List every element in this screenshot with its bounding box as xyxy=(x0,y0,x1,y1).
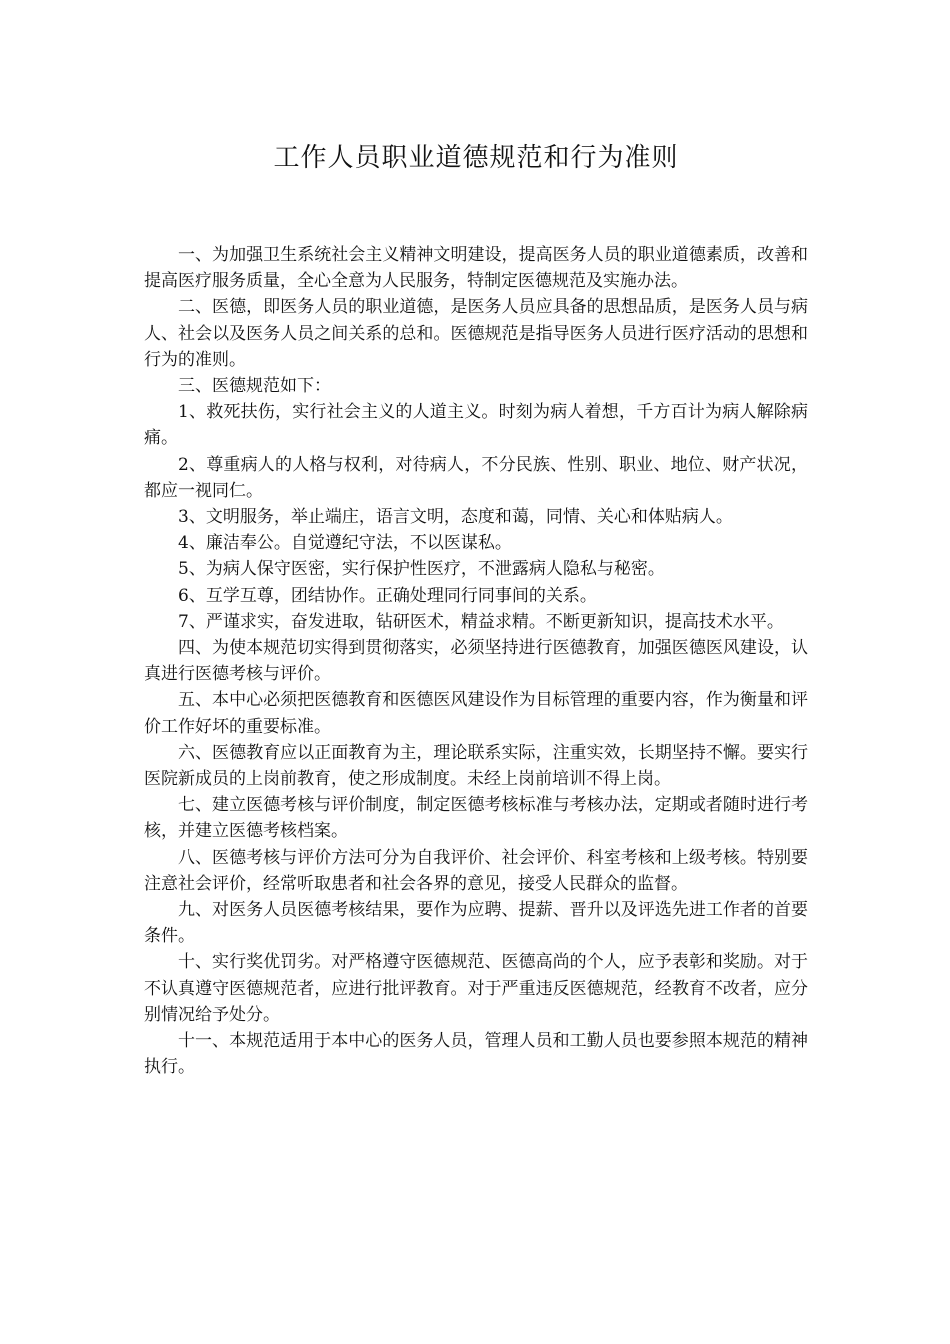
paragraph-4: 四、为使本规范切实得到贯彻落实，必须坚持进行医德教育，加强医德医风建设，认真进行医德考核与评价。 xyxy=(144,638,808,685)
paragraph-6: 六、医德教育应以正面教育为主，理论联系实际，注重实效，长期坚持不懈。要实行医院新成员的上岗前教育，使之形成制度。未经上岗前培训不得上岗。 xyxy=(144,742,808,790)
rule-item-2: 2、尊重病人的人格与权利，对待病人，不分民族、性别、职业、地位、财产状况，都应一视同仁。 xyxy=(144,454,808,501)
paragraph-2: 二、医德，即医务人员的职业道德，是医务人员应具备的思想品质，是医务人员与病人、社会以及医务人员之间关系的总和。医德规范是指导医务人员进行医疗活动的思想和行为的准则。 xyxy=(144,297,808,370)
paragraph-10: 十、实行奖优罚劣。对严格遵守医德规范、医德高尚的个人，应予表彰和奖励。对于不认真遵守医德规范者，应进行批评教育。对于严重违反医德规范，经教育不改者，应分别情况给予处分。 xyxy=(144,952,808,1025)
rule-item-3: 3、文明服务，举止端庄，语言文明，态度和蔼，同情、关心和体贴病人。 xyxy=(178,507,733,528)
rule-item-4: 4、廉洁奉公。自觉遵纪守法，不以医谋私。 xyxy=(178,533,512,554)
rule-item-7: 7、严谨求实，奋发进取，钻研医术，精益求精。不断更新知识，提高技术水平。 xyxy=(178,611,784,632)
paragraph-11: 十一、本规范适用于本中心的医务人员，管理人员和工勤人员也要参照本规范的精神执行。 xyxy=(144,1031,808,1078)
paragraph-7: 七、建立医德考核与评价制度，制定医德考核标准与考核办法，定期或者随时进行考核，并建立医德考核档案。 xyxy=(144,795,808,842)
document-title: 工作人员职业道德规范和行为准则 xyxy=(273,143,679,173)
paragraph-9: 九、对医务人员医德考核结果，要作为应聘、提薪、晋升以及评选先进工作者的首要条件。 xyxy=(144,900,808,947)
paragraph-3: 三、医德规范如下： xyxy=(178,376,331,397)
paragraph-5: 五、本中心必须把医德教育和医德医风建设作为目标管理的重要内容，作为衡量和评价工作好坏的重要标准。 xyxy=(144,690,808,737)
rule-item-6: 6、互学互尊，团结协作。正确处理同行同事间的关系。 xyxy=(178,585,597,606)
document-page xyxy=(144,130,808,1081)
paragraph-1: 一、为加强卫生系统社会主义精神文明建设，提高医务人员的职业道德素质，改善和提高医疗服务质量，全心全意为人民服务，特制定医德规范及实施办法。 xyxy=(144,245,808,292)
paragraph-8: 八、医德考核与评价方法可分为自我评价、社会评价、科室考核和上级考核。特别要注意社会评价，经常听取患者和社会各界的意见，接受人民群众的监督。 xyxy=(144,847,808,894)
document-body xyxy=(144,242,808,1081)
rule-item-5: 5、为病人保守医密，实行保护性医疗，不泄露病人隐私与秘密。 xyxy=(178,559,665,580)
rule-item-1: 1、救死扶伤，实行社会主义的人道主义。时刻为病人着想，千方百计为病人解除病痛。 xyxy=(144,402,808,449)
